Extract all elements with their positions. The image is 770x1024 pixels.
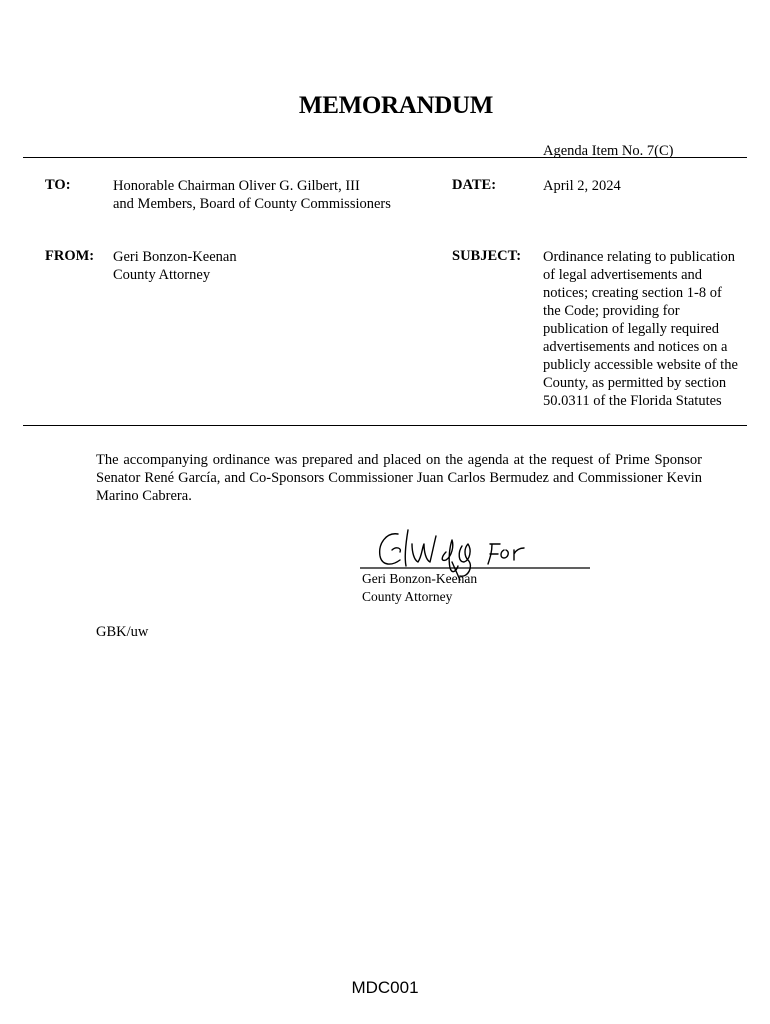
date-label: DATE: <box>452 177 497 193</box>
subject-line: publication of legally required <box>543 321 719 337</box>
date-value: April 2, 2024 <box>543 178 621 194</box>
agenda-item: Agenda Item No. 7(C) <box>543 143 674 159</box>
to-line: Honorable Chairman Oliver G. Gilbert, III <box>113 178 360 194</box>
to-label: TO: <box>45 177 71 193</box>
subject-line: publicly accessible website of the <box>543 357 738 373</box>
document-id: MDC001 <box>351 978 419 997</box>
bottom-divider <box>23 425 747 426</box>
subject-label: SUBJECT: <box>452 248 522 264</box>
from-line: Geri Bonzon-Keenan <box>113 249 237 265</box>
subject-line: the Code; providing for <box>543 303 680 319</box>
from-line: County Attorney <box>113 267 211 283</box>
to-line: and Members, Board of County Commissioners <box>113 196 391 212</box>
subject-line: 50.0311 of the Florida Statutes <box>543 393 722 409</box>
from-sender <box>113 248 237 284</box>
subject-line: notices; creating section 1-8 of <box>543 285 722 301</box>
signature-title: County Attorney <box>362 589 453 604</box>
typist-initials: GBK/uw <box>96 624 149 640</box>
subject-line: County, as permitted by section <box>543 375 727 391</box>
signature-block <box>362 570 477 606</box>
subject-line: Ordinance relating to publication <box>543 249 736 265</box>
memo-title: MEMORANDUM <box>298 92 494 119</box>
subject-line: advertisements and notices on a <box>543 339 728 355</box>
subject-line: of legal advertisements and <box>543 267 703 283</box>
signature-name: Geri Bonzon-Keenan <box>362 571 478 586</box>
to-recipient <box>113 177 391 213</box>
body-paragraph: The accompanying ordinance was prepared and placed on the agenda at the request of Prime Sponsor Senator René García, and Co-Sponsors Commissioner Juan Carlos Bermudez and Commissioner Kevin Marino Cabrera. <box>96 452 702 504</box>
subject-text <box>543 248 753 410</box>
from-label: FROM: <box>45 248 95 264</box>
top-divider <box>23 157 747 158</box>
